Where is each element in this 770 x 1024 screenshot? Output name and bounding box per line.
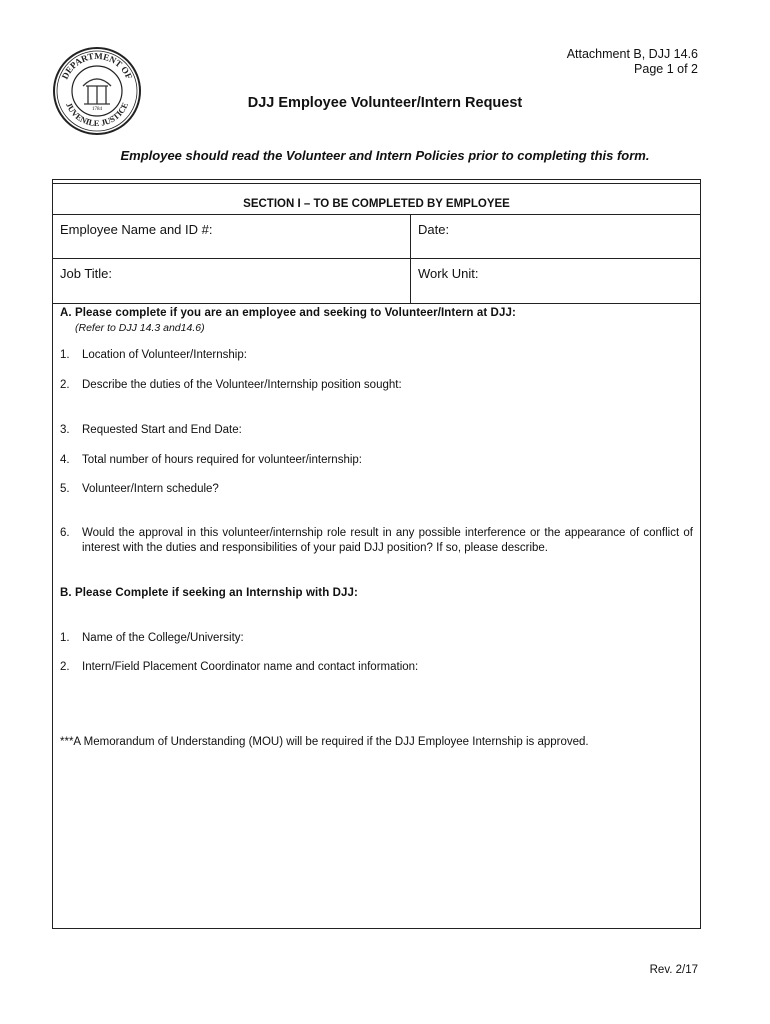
date-field[interactable] bbox=[411, 215, 700, 259]
mou-note: ***A Memorandum of Understanding (MOU) will be required if the DJJ Employee Internship is approved. bbox=[60, 736, 589, 748]
job-title-field[interactable] bbox=[53, 259, 411, 303]
item-text: Requested Start and End Date: bbox=[82, 424, 242, 436]
part-a-item-2[interactable] bbox=[60, 378, 693, 393]
attachment-label: Attachment B, DJJ 14.6 bbox=[566, 47, 698, 61]
part-a-note: (Refer to DJJ 14.3 and14.6) bbox=[75, 322, 205, 334]
revision-label: Rev. 2/17 bbox=[649, 964, 698, 976]
form-top-rule bbox=[53, 183, 700, 184]
request-form bbox=[52, 179, 701, 929]
item-number: 2. bbox=[60, 661, 70, 673]
part-a-item-5[interactable] bbox=[60, 482, 693, 497]
item-number: 4. bbox=[60, 454, 70, 466]
seal-year: 1784 bbox=[92, 107, 102, 112]
part-a-heading: A. Please complete if you are an employee and seeking to Volunteer/Intern at DJJ: bbox=[60, 307, 516, 319]
item-number: 2. bbox=[60, 379, 70, 391]
seal-bottom-text: JUVENILE JUSTICE bbox=[63, 100, 131, 129]
item-number: 5. bbox=[60, 483, 70, 495]
item-number: 1. bbox=[60, 349, 70, 361]
item-text: Volunteer/Intern schedule? bbox=[82, 483, 219, 495]
seal-top-text: DEPARTMENT OF bbox=[59, 50, 135, 81]
item-text: Location of Volunteer/Internship: bbox=[82, 349, 247, 361]
employee-name-field[interactable] bbox=[53, 215, 411, 259]
part-a-item-6[interactable] bbox=[60, 526, 693, 556]
item-number: 1. bbox=[60, 632, 70, 644]
part-a-item-4[interactable] bbox=[60, 453, 693, 468]
item-number: 6. bbox=[60, 527, 70, 539]
item-text: Intern/Field Placement Coordinator name and contact information: bbox=[82, 661, 419, 673]
part-a-item-1[interactable] bbox=[60, 348, 693, 363]
date-label: Date: bbox=[418, 222, 450, 237]
form-instruction: Employee should read the Volunteer and Intern Policies prior to completing this form. bbox=[120, 148, 650, 163]
item-text: Would the approval in this volunteer/internship role result in any possible interference or the appearance of conflict of interest with the duties and responsibilities of your paid DJJ position? If so, please describe. bbox=[82, 527, 693, 554]
form-row-name-date bbox=[53, 214, 700, 259]
work-unit-field[interactable] bbox=[411, 259, 700, 303]
item-text: Name of the College/University: bbox=[82, 632, 244, 644]
employee-name-label: Employee Name and ID #: bbox=[60, 222, 213, 237]
item-text: Total number of hours required for volunteer/internship: bbox=[82, 454, 362, 466]
form-row-title-unit bbox=[53, 258, 700, 304]
item-text: Describe the duties of the Volunteer/Internship position sought: bbox=[82, 379, 402, 391]
work-unit-label: Work Unit: bbox=[418, 266, 479, 281]
part-b-item-2[interactable] bbox=[60, 660, 693, 675]
item-number: 3. bbox=[60, 424, 70, 436]
part-b-heading: B. Please Complete if seeking an Internship with DJJ: bbox=[60, 587, 358, 599]
page-number: Page 1 of 2 bbox=[634, 62, 698, 76]
part-a-item-3[interactable] bbox=[60, 423, 693, 438]
attachment-reference bbox=[567, 47, 698, 77]
department-seal-logo bbox=[52, 46, 142, 136]
job-title-label: Job Title: bbox=[60, 266, 113, 281]
part-b-item-1[interactable] bbox=[60, 631, 693, 646]
section-heading: SECTION I – TO BE COMPLETED BY EMPLOYEE bbox=[243, 198, 510, 210]
form-title: DJJ Employee Volunteer/Intern Request bbox=[247, 95, 523, 111]
